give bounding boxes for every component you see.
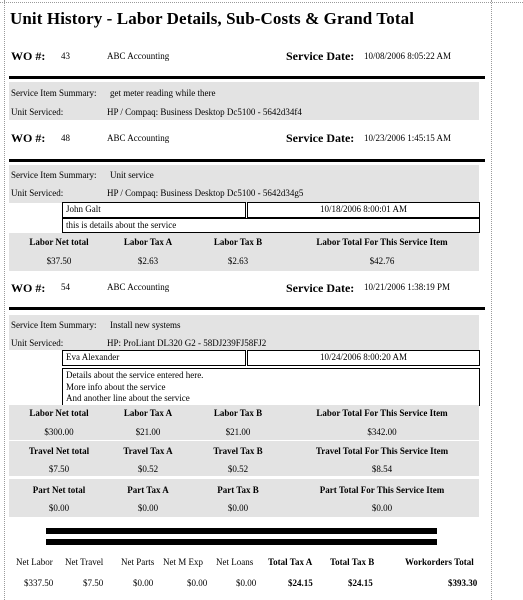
- unit-label: Unit Serviced:: [11, 188, 64, 198]
- travel-header: Travel Tax A: [123, 446, 173, 456]
- service-details: [62, 218, 480, 233]
- labor-value: $42.76: [369, 256, 395, 266]
- service-date: 10/21/2006 1:38:19 PM: [364, 282, 451, 292]
- part-header: Part Tax B: [217, 485, 259, 495]
- total-label: Net Loans: [216, 557, 254, 567]
- section-rule: [9, 159, 485, 162]
- service-date: 10/23/2006 1:45:15 AM: [364, 133, 452, 143]
- labor-header: Labor Net total: [29, 408, 89, 418]
- travel-header: Travel Tax B: [213, 446, 263, 456]
- total-separator: [46, 539, 437, 545]
- total-label: Net Parts: [121, 557, 155, 567]
- service-date-label: Service Date:: [286, 49, 355, 63]
- labor-header: Labor Tax A: [123, 237, 173, 247]
- summary-label: Service Item Summary:: [11, 170, 97, 180]
- service-details-line: Details about the service entered here.: [66, 370, 204, 380]
- travel-value: $0.52: [227, 464, 249, 474]
- wo-customer: ABC Accounting: [107, 133, 170, 143]
- summary-label: Service Item Summary:: [11, 88, 97, 98]
- total-value: $0.00: [133, 578, 154, 588]
- labor-value: $37.50: [46, 256, 72, 266]
- report-title: Unit History - Labor Details, Sub-Costs & Grand Total: [10, 9, 415, 28]
- labor-header: Labor Total For This Service Item: [316, 237, 448, 247]
- travel-header: Travel Total For This Service Item: [315, 446, 449, 456]
- service-date: 10/08/2006 8:05:22 AM: [364, 51, 452, 61]
- labor-value: $2.63: [227, 256, 249, 266]
- travel-value: $7.50: [48, 464, 70, 474]
- page-margin-right: [491, 0, 492, 600]
- service-details: [62, 368, 480, 406]
- technician-name: John Galt: [62, 202, 246, 218]
- wo-customer: ABC Accounting: [107, 282, 170, 292]
- part-value: $0.00: [371, 503, 393, 513]
- summary-text: Unit service: [110, 170, 154, 180]
- total-label: Total Tax B: [330, 557, 375, 567]
- labor-header: Labor Net total: [29, 237, 89, 247]
- travel-value: $8.54: [371, 464, 393, 474]
- travel-value: $0.52: [137, 464, 159, 474]
- total-label: Workorders Total: [405, 557, 474, 567]
- section-rule: [9, 76, 485, 79]
- wo-customer: ABC Accounting: [107, 51, 170, 61]
- part-value: $0.00: [227, 503, 249, 513]
- wo-number: 48: [61, 133, 70, 143]
- wo-label: WO #:: [11, 49, 46, 63]
- total-value: $24.15: [288, 578, 313, 588]
- labor-header: Labor Tax B: [213, 408, 263, 418]
- total-value: $337.50: [24, 578, 54, 588]
- technician-date: 10/18/2006 8:00:01 AM: [247, 202, 480, 218]
- part-header: Part Total For This Service Item: [319, 485, 445, 495]
- total-separator: [46, 528, 437, 534]
- wo-number: 54: [61, 282, 70, 292]
- service-date-label: Service Date:: [286, 131, 355, 145]
- unit-label: Unit Serviced:: [11, 338, 64, 348]
- labor-value: $21.00: [225, 427, 251, 437]
- total-label: Total Tax A: [268, 557, 313, 567]
- part-header: Part Net total: [32, 485, 86, 495]
- labor-value: $300.00: [44, 427, 74, 437]
- part-value: $0.00: [137, 503, 159, 513]
- wo-label: WO #:: [11, 281, 46, 295]
- service-details-line: And another line about the service: [66, 393, 190, 403]
- total-value: $7.50: [83, 578, 104, 588]
- page-margin-left: [4, 0, 5, 600]
- unit-label: Unit Serviced:: [11, 107, 64, 117]
- total-label: Net M Exp: [163, 557, 203, 567]
- unit-text: HP / Compaq: Business Desktop Dc5100 - 5642d34g5: [107, 188, 304, 198]
- technician-name: Eva Alexander: [62, 350, 246, 366]
- service-details-line: this is details about the service: [66, 220, 177, 230]
- wo-number: 43: [61, 51, 70, 61]
- part-header: Part Tax A: [127, 485, 169, 495]
- unit-text: HP: ProLiant DL320 G2 - 58DJ239FJ58FJ2: [107, 338, 267, 348]
- summary-text: Install new systems: [110, 320, 181, 330]
- labor-value: $21.00: [135, 427, 161, 437]
- summary-label: Service Item Summary:: [11, 320, 97, 330]
- labor-value: $342.00: [367, 427, 397, 437]
- grand-total-value: $393.30: [448, 578, 478, 588]
- unit-text: HP / Compaq: Business Desktop Dc5100 - 5642d34f4: [107, 107, 302, 117]
- total-label: Net Labor: [16, 557, 53, 567]
- section-rule: [9, 307, 485, 310]
- labor-header: Labor Total For This Service Item: [316, 408, 448, 418]
- page-margin-top: [0, 2, 523, 3]
- labor-header: Labor Tax A: [123, 408, 173, 418]
- technician-date: 10/24/2006 8:00:20 AM: [247, 350, 480, 366]
- summary-text: get meter reading while there: [110, 88, 216, 98]
- labor-value: $2.63: [137, 256, 159, 266]
- total-value: $0.00: [236, 578, 257, 588]
- service-details-line: More info about the service: [66, 381, 166, 392]
- wo-label: WO #:: [11, 131, 46, 145]
- total-value: $24.15: [348, 578, 373, 588]
- service-date-label: Service Date:: [286, 281, 355, 295]
- labor-header: Labor Tax B: [213, 237, 263, 247]
- total-value: $0.00: [187, 578, 208, 588]
- total-label: Net Travel: [65, 557, 104, 567]
- travel-header: Travel Net total: [28, 446, 90, 456]
- part-value: $0.00: [48, 503, 70, 513]
